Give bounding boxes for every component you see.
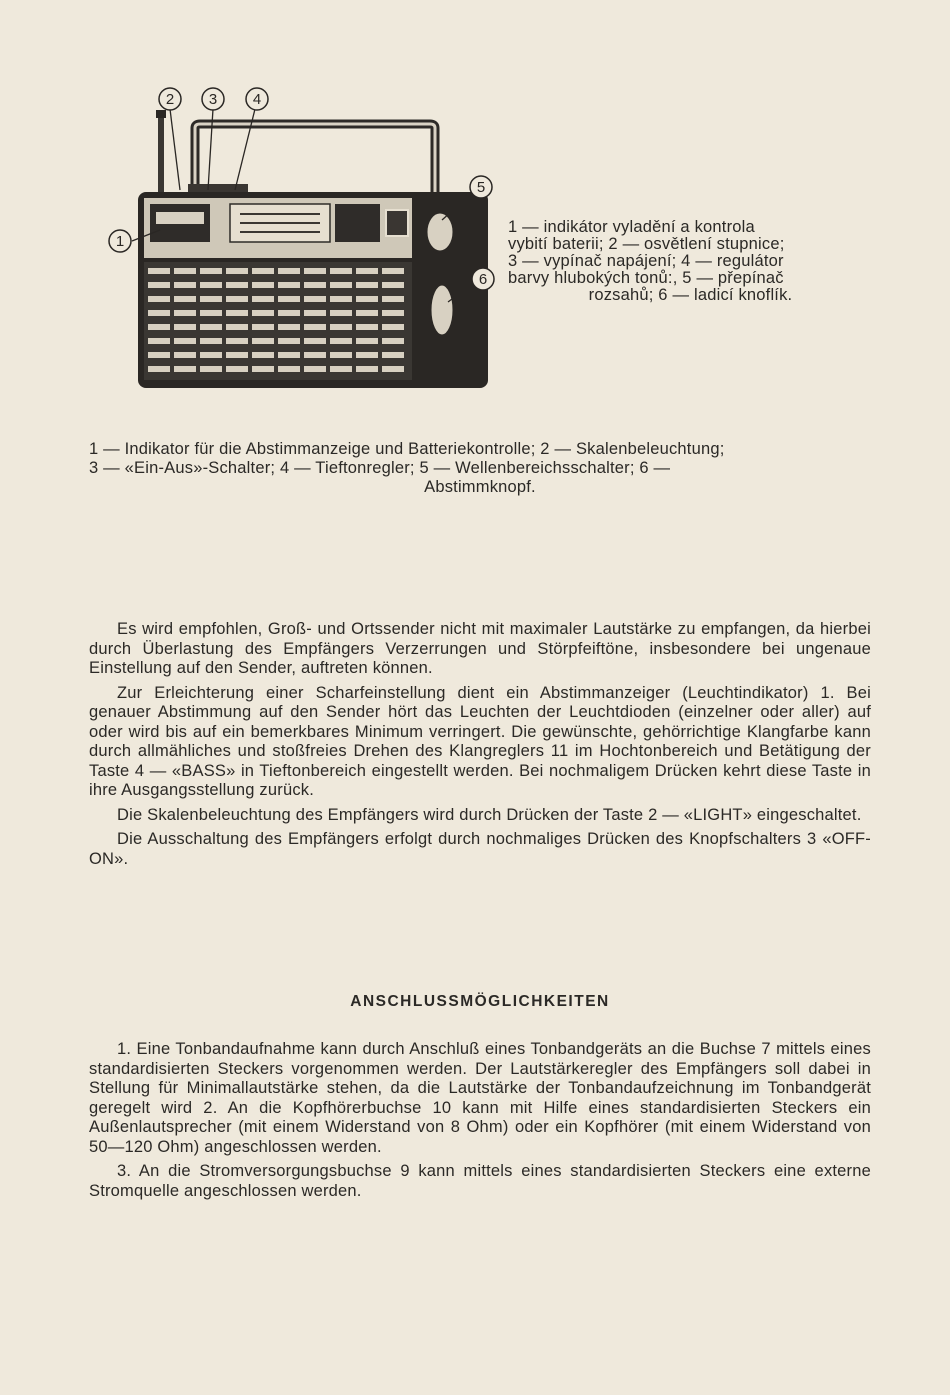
caption-cz-line: vybití baterii; 2 — osvětlení stupnice; <box>508 235 785 253</box>
callout-3-label: 3 <box>208 91 218 108</box>
section-heading: ANSCHLUSSMÖGLICHKEITEN <box>350 993 610 1010</box>
body-text <box>89 620 871 874</box>
paragraph: Es wird empfohlen, Groß- und Ortssender nicht mit maximaler Lautstärke zu empfangen, da hierbei durch Überlastung des Empfängers Verzerrungen und Störpfeiftöne, insbesondere bei ungenaue Einstellung auf den Sender, auftreten können. <box>89 620 871 677</box>
radio-illustration <box>100 80 510 400</box>
callout-1-label: 1 <box>115 233 125 250</box>
speaker-grille <box>144 262 412 380</box>
callout-5-label: 5 <box>476 179 486 196</box>
band-switch-knob <box>426 212 454 252</box>
paragraph: Die Skalenbeleuchtung des Empfängers wird durch Drücken der Taste 2 — «LIGHT» eingeschaltet. <box>117 805 862 824</box>
callout-6-label: 6 <box>478 271 488 288</box>
caption-cz-line: barvy hlubokých tonů:, 5 — přepínač <box>508 269 784 287</box>
caption-de-line: 1 — Indikator für die Abstimmanzeige und Batteriekontrolle; 2 — Skalenbeleuchtung; <box>89 440 725 458</box>
caption-cz-line: 3 — vypínač napájení; 4 — regulátor <box>508 252 784 270</box>
caption-german <box>89 440 871 497</box>
radio-drawing <box>100 80 510 400</box>
handle <box>195 124 435 192</box>
section-text <box>89 1040 871 1206</box>
caption-de-line: Abstimmknopf. <box>424 478 536 496</box>
paragraph: Zur Erleichterung einer Scharfeinstellung dient ein Abstimmanzeiger (Leuchtindikator) 1. Bei genauer Abstimmung auf den Sender hört das Leuchten der Leuchtdioden (einzelner oder aller) auf oder wird bis auf ein bemerkbares Minimum verringert. Die gewünschte, gehörrichtige Klangfarbe kann durch allmähliches und stoßfreies Drehen des Klangreglers 11 im Hochtonbereich und Betätigung der Taste 4 — «BASS» in Tieftonbereich eingestellt werden. Bei nochmaligem Drücken kehrt diese Taste in ihre Ausgangsstellung zurück. <box>89 683 871 799</box>
caption-de-line: 3 — «Ein-Aus»-Schalter; 4 — Tieftonregler; 5 — Wellenbereichsschalter; 6 — <box>89 459 671 477</box>
paragraph: Die Ausschaltung des Empfängers erfolgt durch nochmaliges Drücken des Knopfschalters 3 «OFF-ON». <box>89 830 871 868</box>
caption-cz-line: 1 — indikátor vyladění a kontrola <box>508 218 755 236</box>
callout-4-label: 4 <box>252 91 262 108</box>
paragraph: 1. Eine Tonbandaufnahme kann durch Anschluß eines Tonbandgeräts an die Buchse 7 mittels eines standardisierten Steckers vorgenommen werden. Der Lautstärkeregler des Empfängers soll dabei in Stellung für Minimallautstärke stehen, da die Lautstärke der Tonbandaufzeichnung im Tonbandgerät geregelt wird 2. An die Kopfhörerbuchse 10 kann mit Hilfe eines standardisierten Steckers ein Außenlautsprecher (mit einem Widerstand von 8 Ohm) oder ein Kopfhörer (mit einem Widerstand von 50—120 Ohm) angeschlossen werden. <box>89 1040 871 1156</box>
tuning-knob <box>430 284 454 336</box>
paragraph: 3. An die Stromversorgungsbuchse 9 kann mittels eines standardisierten Steckers eine externe Stromquelle angeschlossen werden. <box>89 1162 871 1200</box>
antenna <box>158 115 164 195</box>
caption-cz-line: rozsahů; 6 — ladicí knoflík. <box>588 286 793 304</box>
callout-2-label: 2 <box>165 91 175 108</box>
caption-czech <box>508 219 873 304</box>
